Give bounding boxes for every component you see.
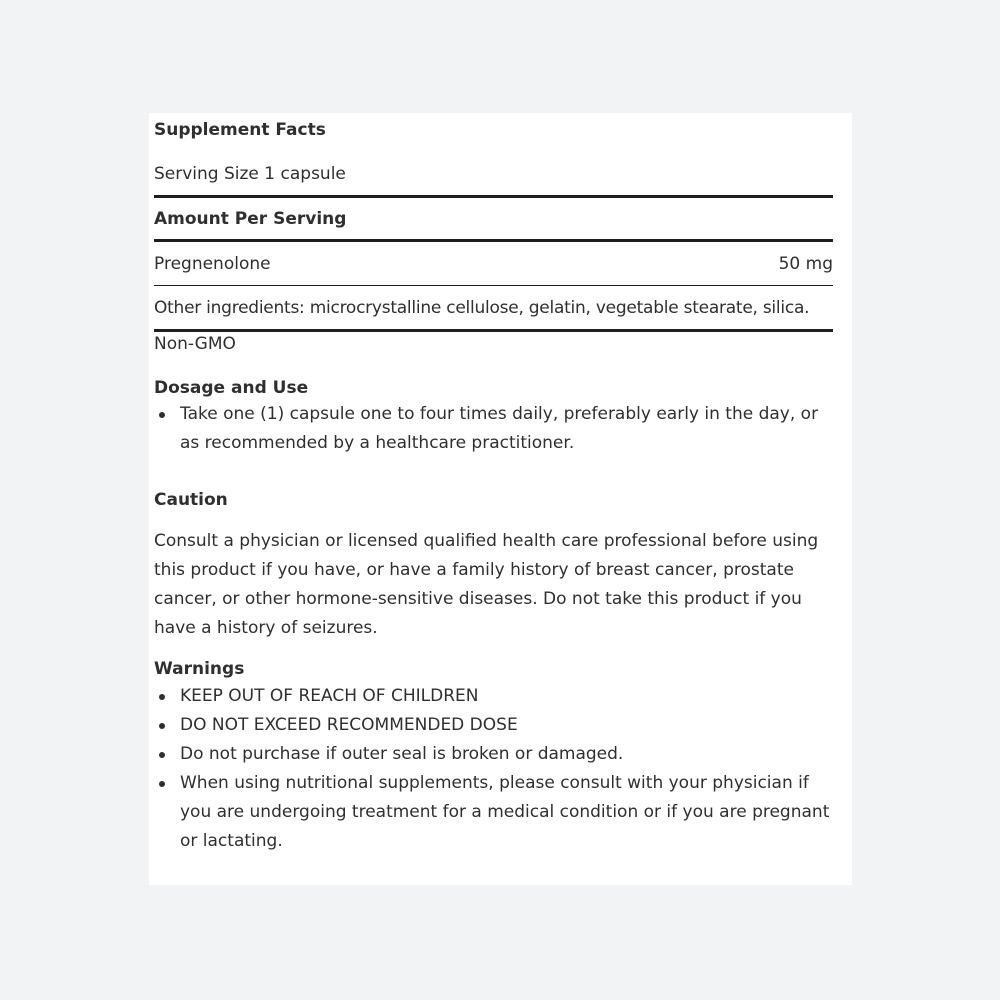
amount-per-serving-row	[154, 195, 833, 239]
label-content	[154, 117, 833, 856]
ingredient-amount: 50 mg	[778, 253, 833, 274]
list-item: Do not purchase if outer seal is broken or damaged.	[154, 740, 833, 769]
list-item: DO NOT EXCEED RECOMMENDED DOSE	[154, 711, 833, 740]
dosage-title: Dosage and Use	[154, 378, 309, 398]
warnings-title: Warnings	[154, 659, 245, 679]
caution-title: Caution	[154, 490, 228, 510]
list-item: When using nutritional supplements, please consult with your physician if you are undergoing treatment for a medical condition or if you are pregnant or lactating.	[154, 769, 833, 856]
other-ingredients-row	[154, 285, 833, 329]
amount-per-serving-label: Amount Per Serving	[154, 208, 347, 229]
list-item: Take one (1) capsule one to four times daily, preferably early in the day, or as recommended by a healthcare practitioner.	[154, 400, 833, 458]
list-item: KEEP OUT OF REACH OF CHILDREN	[154, 682, 833, 711]
warnings-list	[154, 682, 833, 856]
caution-text: Consult a physician or licensed qualified health care professional before using this product if you have, or have a family history of breast cancer, prostate cancer, or other hormone-sensitive diseases. Do not take this product if you have a history of seizures.	[154, 531, 819, 638]
supplement-facts-title: Supplement Facts	[154, 120, 326, 140]
supplement-label-card	[149, 113, 852, 885]
other-ingredients-text: Other ingredients: microcrystalline cellulose, gelatin, vegetable stearate, silica.	[154, 297, 810, 318]
serving-size	[154, 164, 833, 184]
non-gmo-text: Non-GMO	[154, 334, 236, 354]
non-gmo-row	[154, 329, 833, 357]
ingredient-name: Pregnenolone	[154, 253, 271, 274]
serving-size-text: Serving Size 1 capsule	[154, 164, 346, 184]
ingredient-row	[154, 239, 833, 285]
dosage-list	[154, 400, 833, 458]
